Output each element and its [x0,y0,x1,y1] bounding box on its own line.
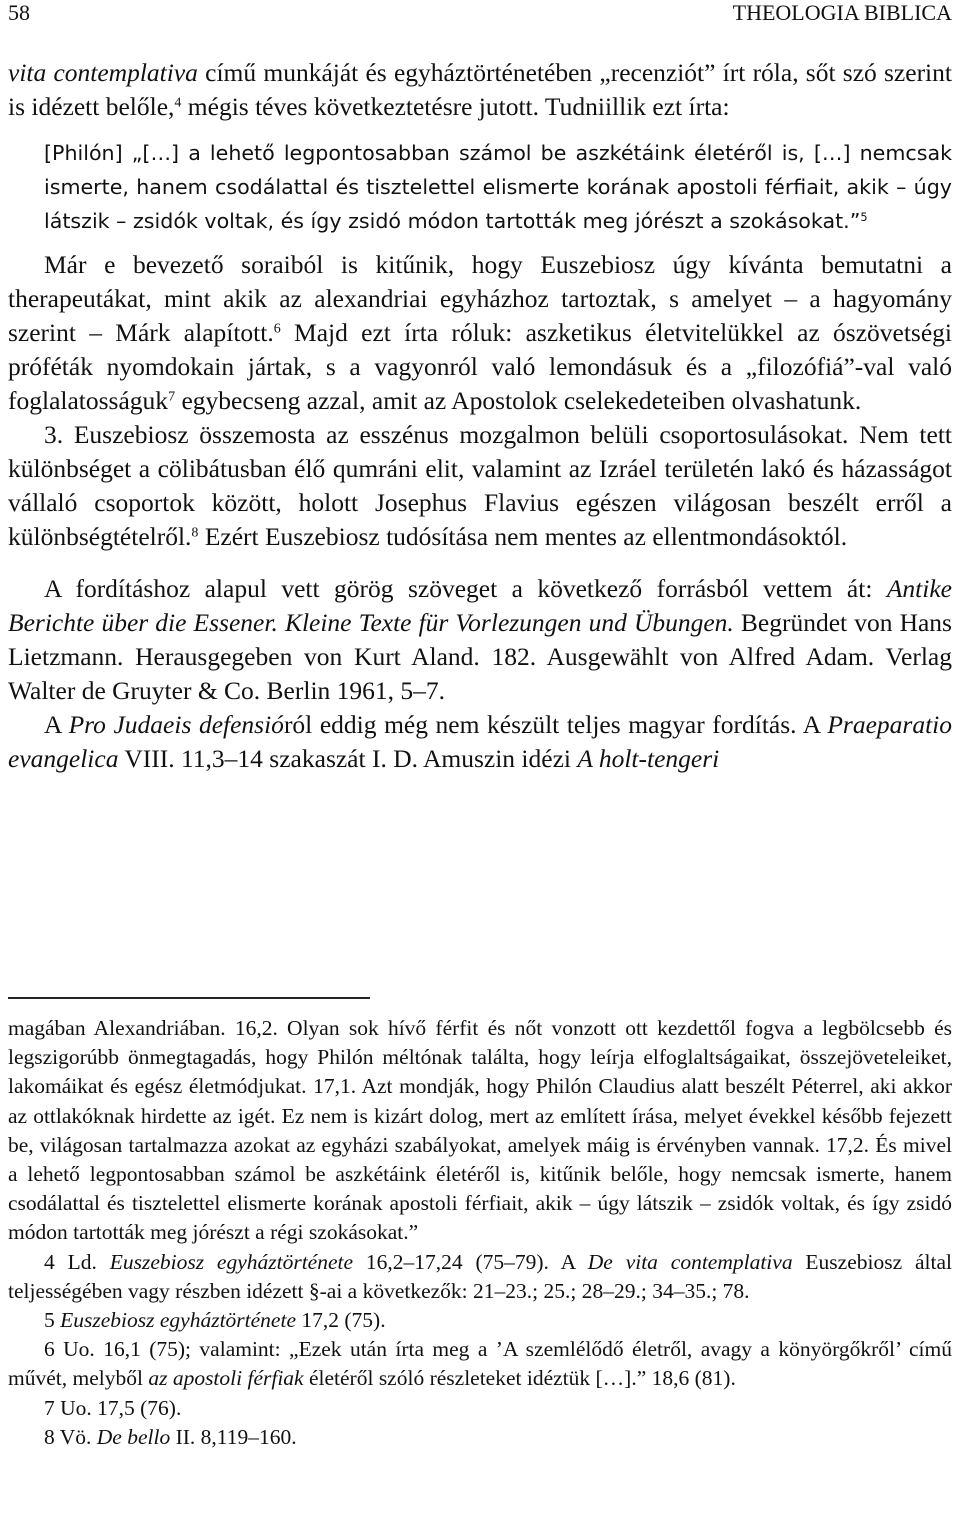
footnote-text: 16,2–17,24 (75–79). A [353,1249,588,1274]
footnote-number: 4 [44,1249,55,1274]
footnote-number: 8 [44,1424,55,1449]
work-title: A holt-tengeri [577,744,720,773]
paragraph-text: Ezért Euszebiosz tudósítása nem mentes az ellentmondásoktól. [198,522,848,551]
footnote-7 [8,1394,952,1423]
journal-title: THEOLOGIA BIBLICA [732,0,952,25]
work-title: vita contemplativa [8,58,198,87]
footnote-6 [8,1335,952,1393]
footnotes [8,1014,952,1452]
footnote-number: 7 [44,1395,55,1420]
work-title: Euszebiosz egyháztörténete [60,1308,296,1333]
footnote-5 [8,1306,952,1335]
footnote-text: Uo. 16,1 (75); valamint: „Ezek után írta meg a ’A szemlélődő életről, avagy a könyörgőkről’ című művét, melyből [8,1337,952,1391]
page-number: 58 [8,0,30,25]
paragraph-text: ról eddig még nem készült teljes magyar fordítás. A [283,710,828,739]
footnote-text: Euszebiosz által teljességében vagy részben idézett §-ai a következők: 21–23.; 25.; 28–29.; 34–35.; 78. [8,1249,952,1303]
work-title: Praeparatio evangelica [8,710,952,773]
block-quote [8,136,952,238]
work-title: Pro Judaeis defensió [68,710,284,739]
footnote-text: 17,2 (75). [296,1308,386,1333]
paragraph [8,418,952,554]
quote-text: [Philón] „[…] a lehető legpontosabban számol be aszkétáink életéről is, […] nemcsak ismerte, hanem csodálattal és tisztelettel elismerte korának apostoli férfiait, akik – úgy látszik – zsidók voltak, és így zsidó módon tartották meg jórészt a szokásokat.” [44,141,952,233]
paragraph-text: A fordításhoz alapul vett görög szöveget a következő forrásból vettem át: [44,574,887,603]
paragraph [8,248,952,418]
footnote-ref: 7 [168,389,176,405]
footnote-text: Uo. 17,5 (76). [54,1395,182,1420]
footnote-8 [8,1423,952,1452]
paragraph-text: Begründet von Hans Lietzmann. Herausgegeben von Kurt Aland. 182. Ausgewählt von Alfred Adam. Verlag Walter de Gruyter & Co. Berlin 1961, 5–7. [8,608,952,705]
footnote-ref: 6 [273,321,281,337]
footnote-separator [8,997,370,999]
footnote-ref: 8 [191,525,199,541]
work-title: Euszebiosz egyháztörténete [109,1249,354,1274]
paragraph-text: című munkáját és egyháztörténetében „recenziót” írt róla, sőt szó szerint is idézett belőle, [8,58,952,121]
paragraph-text: VIII. 11,3–14 szakaszát I. D. Amuszin idézi [118,744,578,773]
paragraph-text: Majd ezt írta róluk: aszketikus életvitelükkel az ószövetségi próféták nyomdokain jártak, s a vagyonról való lemondásuk és a „filozófiá”-val való foglalatosságuk [8,318,953,415]
work-title: De vita contemplativa [587,1249,793,1274]
footnote-number: 5 [44,1308,55,1333]
footnote-text: Ld. [54,1249,110,1274]
main-text [8,56,952,776]
paragraph-text: mégis téves következtetésre jutott. Tudniillik ezt írta: [181,92,730,121]
running-header [8,0,952,30]
footnote-ref: 4 [174,95,182,111]
paragraph-text: 3. Euszebiosz összemosta az esszénus mozgalmon belüli csoportosulásokat. Nem tett különbséget a cölibátusban élő qumráni elit, valamint az Izráel területén lakó és házasságot vállaló csoportok között, holott Josephus Flavius egészen világosan beszélt erről a különbségtételről. [8,420,952,551]
footnote-4 [8,1248,952,1306]
paragraph-text: egybecseng azzal, amit az Apostolok cselekedeteiben olvashatunk. [175,386,862,415]
footnote-text: életéről szóló részleteket idéztük […].” 18,6 (81). [303,1366,736,1391]
footnote-text: II. 8,119–160. [170,1424,297,1449]
footnote-number: 6 [44,1337,55,1362]
paragraph-text: Már e bevezető soraiból is kitűnik, hogy Euszebiosz úgy kívánta bemutatni a therapeutákat, mint akik az alexandriai egyházhoz tartoztak, s amelyet – a hagyomány szerint – Márk alapított. [8,250,952,347]
work-title: az apostoli férfiak [148,1366,304,1391]
work-title: Antike Berichte über die Essener. Kleine Texte für Vorlezungen und Übungen. [8,574,952,637]
paragraph-text: A [44,710,69,739]
paragraph-gap [8,554,952,572]
paragraph [8,56,952,124]
footnote-continuation: magában Alexandriában. 16,2. Olyan sok hívő férfit és nőt vonzott ott kezdettől fogva a legbölcsebb és legszigorúbb önmegtagadás, hogy Philón méltónak találta, hogy leírja elfoglaltságaikat, összejöveteleiket, lakomáikat és egész életmódjukat. 17,1. Azt mondják, hogy Philón Claudius alatt beszélt Péterrel, aki akkor az ottlakóknak hirdette az igét. Ez nem is kizárt dolog, mert az említett írása, melyet évekkel később fejezett be, világosan tartalmazza azokat az egyházi szabályokat, amelyek máig is érvényben vannak. 17,2. És mivel a lehető legpontosabban számol be aszkétáink életéről is, kitűnik belőle, hogy nemcsak ismerte, hanem csodálattal és tisztelettel elismerte korának apostoli férfiait, akik – úgy látszik – zsidók voltak, és így zsidó módon tartották meg jórészt a régi szokásokat.” [8,1016,952,1245]
paragraph [8,572,952,708]
paragraph [8,708,952,776]
footnote-ref: 5 [860,210,868,225]
footnote-text: Vö. [54,1424,97,1449]
work-title: De bello [96,1424,171,1449]
